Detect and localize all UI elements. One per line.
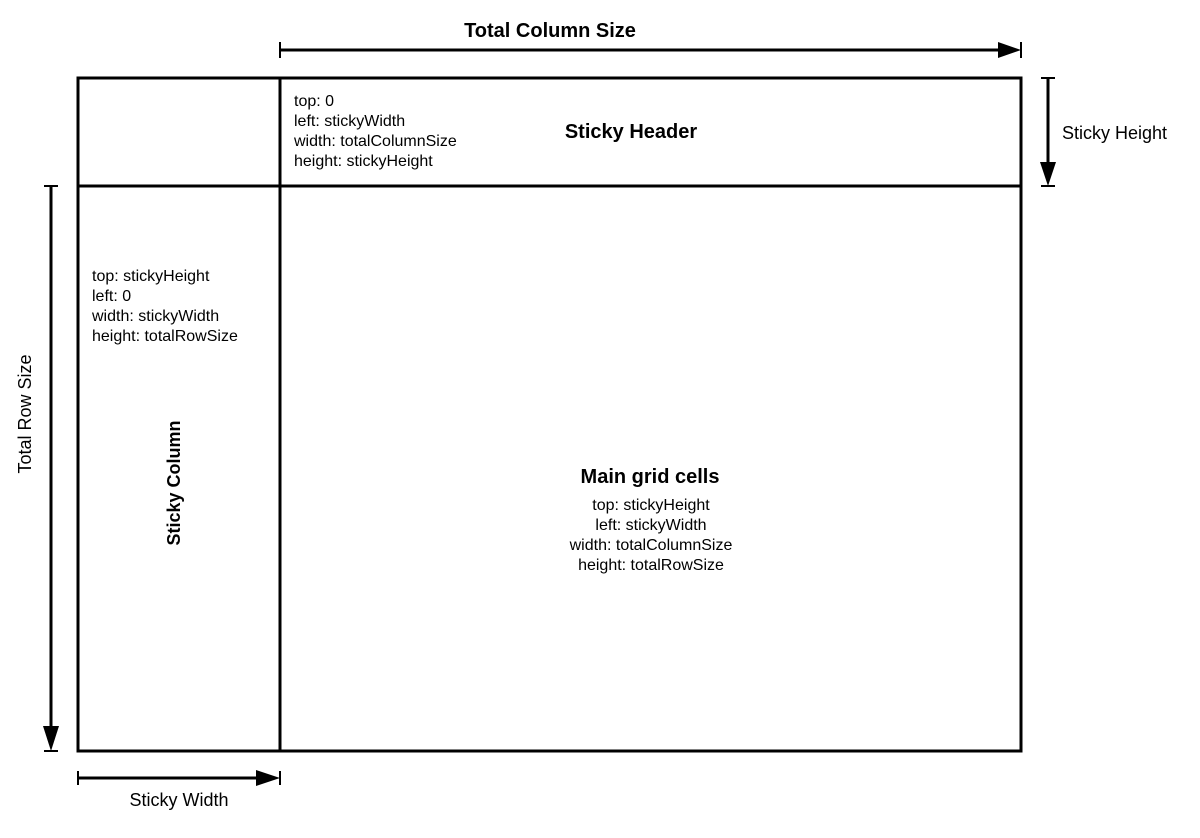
sticky-column-prop: height: totalRowSize	[92, 328, 238, 345]
sticky-header-prop: width: totalColumnSize	[294, 133, 457, 150]
main-grid-prop: width: totalColumnSize	[569, 537, 733, 554]
sticky-height-arrow	[1040, 78, 1056, 186]
sticky-column-title: Sticky Column	[164, 420, 184, 546]
sticky-header-prop: top: 0	[294, 93, 335, 110]
sticky-width-arrow	[78, 770, 280, 786]
total-row-size-arrow	[43, 186, 59, 751]
total-row-size-label: Total Row Size	[15, 354, 35, 474]
main-grid-prop: left: stickyWidth	[595, 517, 707, 534]
main-grid-title: Main grid cells	[580, 466, 720, 488]
sticky-column-prop: top: stickyHeight	[92, 268, 210, 285]
sticky-width-label: Sticky Width	[129, 790, 229, 810]
total-column-size-label: Total Column Size	[464, 20, 636, 42]
sticky-header-title: Sticky Header	[564, 121, 698, 143]
main-grid-prop: top: stickyHeight	[592, 497, 710, 514]
sticky-column-prop: width: stickyWidth	[92, 308, 220, 325]
sticky-height-label: Sticky Height	[1062, 123, 1168, 143]
total-column-size-arrow	[280, 42, 1021, 58]
sticky-column-prop: left: 0	[92, 288, 132, 305]
grid-frame	[78, 78, 1021, 751]
main-grid-prop: height: totalRowSize	[578, 557, 724, 574]
sticky-header-prop: height: stickyHeight	[294, 153, 433, 170]
sticky-header-prop: left: stickyWidth	[294, 113, 406, 130]
